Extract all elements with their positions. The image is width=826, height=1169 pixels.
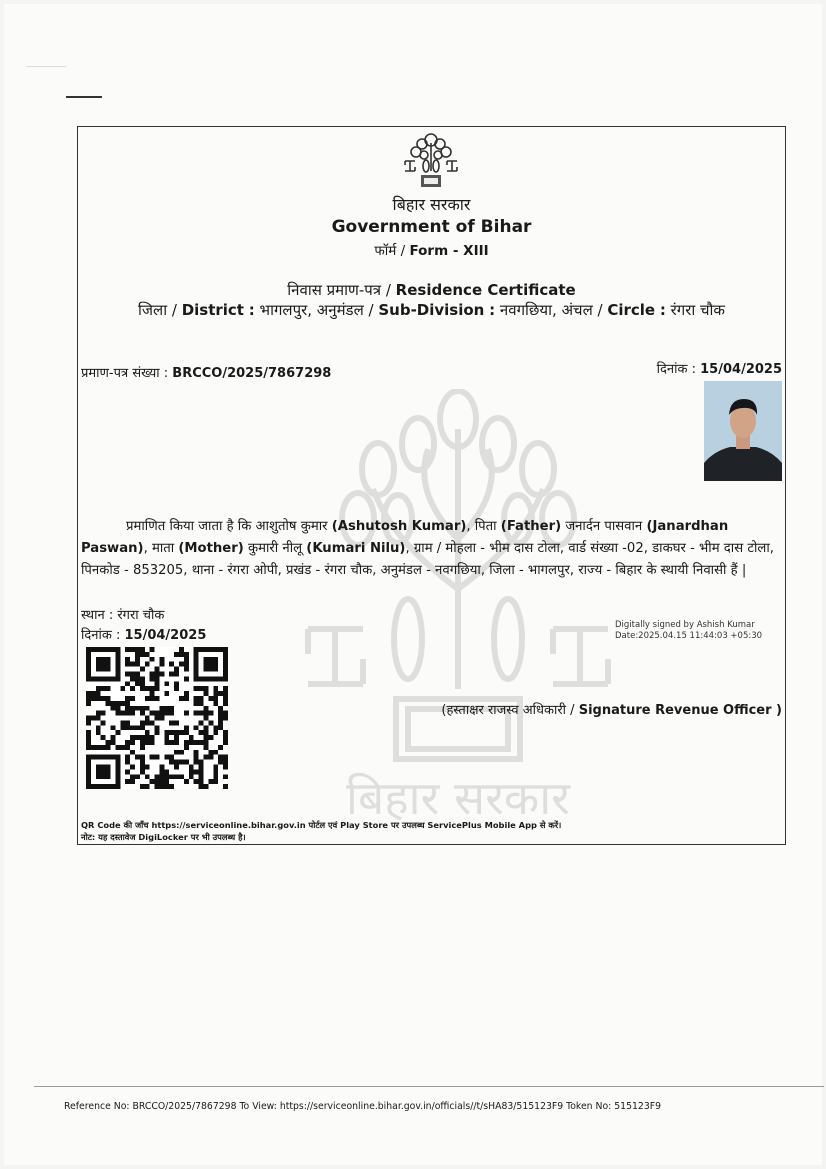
reference-line: Reference No: BRCCO/2025/7867298 To View: https://serviceonline.bihar.gov.in/officials//t/sHA83/515123F9 Token No: 515123F9: [64, 1101, 662, 1112]
form-number: फॉर्म / Form - XIII: [374, 243, 489, 259]
body-text-part: , ग्राम / मोहला - भीम दास टोला, वार्ड संख्या -02, डाकघर - भीम दास टोला, पिनकोड - 853205, थाना - रंगरा ओपी, प्रखंड - रंगरा चौक, अनुमंडल - नवगछिया, जिला - भागलपुर, राज्य - बिहार के स्थायी निवासी हैं |: [81, 541, 774, 578]
place-label: स्थान: [81, 608, 105, 623]
issue-date-label: दिनांक: [656, 362, 688, 377]
issue-date-value: 15/04/2025: [700, 362, 782, 377]
bodhi-tree-watermark-icon: [278, 389, 638, 839]
sign-date-line: दिनांक : 15/04/2025: [81, 628, 207, 643]
certificate-number-label: प्रमाण-पत्र संख्या: [81, 366, 160, 381]
digital-signature-date: Date:2025.04.15 11:44:03 +05:30: [615, 631, 763, 641]
form-label-english: Form - XIII: [409, 243, 489, 259]
certificate-number: प्रमाण-पत्र संख्या : BRCCO/2025/7867298: [81, 366, 332, 381]
bihar-emblem-icon: [402, 131, 460, 193]
digital-signature-name: Digitally signed by Ashish Kumar: [615, 620, 755, 630]
body-text-part: प्रमाणित किया जाता है कि आशुतोष कुमार: [126, 519, 328, 534]
qr-code-icon: [86, 647, 228, 789]
place-line: स्थान : रंगरा चौक: [81, 608, 165, 623]
sign-date-label: दिनांक: [81, 628, 112, 643]
form-label-hindi: फॉर्म: [374, 243, 397, 259]
place-value: रंगरा चौक: [117, 608, 165, 623]
digital-signature: [615, 620, 762, 642]
body-text-part: जनार्दन पासवान: [561, 519, 643, 534]
signature-label-english: Signature Revenue Officer ): [578, 703, 782, 718]
mother-label: (Mother): [178, 541, 244, 556]
signature-label-hindi: (हस्ताक्षर राजस्व अधिकारी: [441, 703, 567, 718]
father-label: (Father): [500, 519, 562, 534]
subdivision-label-english: Sub-Division: [378, 301, 485, 319]
applicant-name-english: (Ashutosh Kumar): [331, 519, 467, 534]
subdivision-value: नवगछिया: [499, 301, 553, 319]
qr-verification-note: [81, 819, 561, 843]
scan-mark: [66, 96, 102, 98]
father-name-english: (Janardhan Paswan): [81, 519, 729, 556]
certificate-number-value: BRCCO/2025/7867298: [172, 366, 332, 381]
certificate-frame: [77, 126, 786, 845]
body-text-part: , पिता: [466, 519, 497, 534]
footer-divider: [34, 1086, 824, 1087]
header-english-title: Government of Bihar: [331, 217, 532, 237]
circle-label-hindi: अंचल: [561, 301, 593, 319]
district-label-hindi: जिला: [138, 301, 168, 319]
certificate-title: निवास प्रमाण-पत्र / Residence Certificate: [287, 281, 576, 299]
body-text-part: , माता: [143, 541, 175, 556]
district-value: भागलपुर: [259, 301, 308, 319]
scan-mark: [26, 66, 66, 67]
qr-note-line: QR Code की जाँच https://serviceonline.bihar.gov.in पोर्टल एवं Play Store पर उपलब्ध ServicePlus Mobile App से करें।: [81, 820, 562, 830]
certificate-title-english: Residence Certificate: [395, 281, 576, 299]
digilocker-note-line: नोट: यह दस्तावेज DigiLocker पर भी उपलब्ध है।: [81, 832, 246, 842]
issue-date: दिनांक : 15/04/2025: [656, 362, 782, 377]
certificate-title-hindi: निवास प्रमाण-पत्र: [287, 281, 382, 299]
applicant-photo: [704, 381, 782, 481]
circle-label-english: Circle: [607, 301, 656, 319]
watermark-text: बिहार सरकार: [346, 771, 570, 825]
district-label-english: District: [181, 301, 244, 319]
header-hindi-title: बिहार सरकार: [392, 195, 471, 214]
certificate-body: [81, 516, 784, 582]
subdivision-label-hindi: अनुमंडल: [316, 301, 364, 319]
circle-value: रंगरा चौक: [670, 301, 725, 319]
mother-name-english: (Kumari Nilu): [306, 541, 406, 556]
document-page: [4, 4, 822, 1165]
location-line: जिला / District : भागलपुर, अनुमंडल / Sub-Division : नवगछिया, अंचल / Circle : रंगरा चौक: [138, 301, 725, 319]
signature-officer: (हस्ताक्षर राजस्व अधिकारी / Signature Revenue Officer ): [441, 703, 782, 718]
body-text-part: कुमारी नीलू: [243, 541, 303, 556]
sign-date-value: 15/04/2025: [124, 628, 207, 643]
